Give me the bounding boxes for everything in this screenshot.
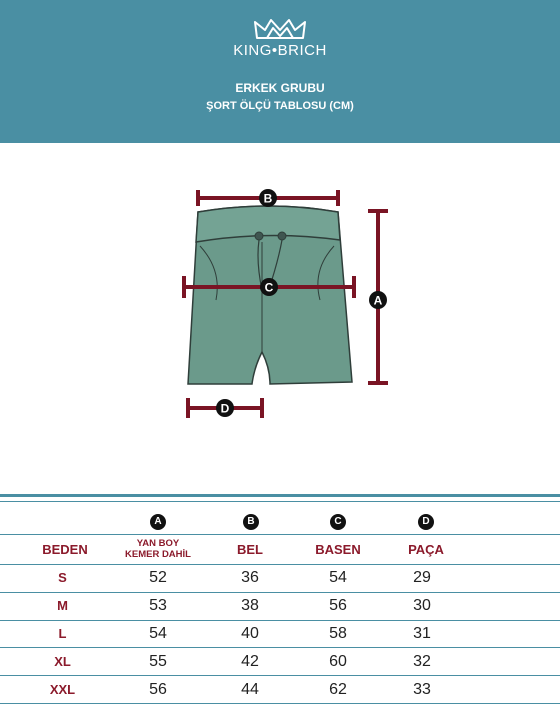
row-divider [0, 703, 560, 704]
label-c-marker [260, 278, 278, 296]
page-subtitle: ŞORT ÖLÇÜ TABLOSU (CM) [206, 100, 354, 112]
value-c: 54 [329, 569, 347, 586]
header-a-line1: YAN BOY [136, 538, 180, 549]
size-label: M [57, 598, 68, 613]
value-c: 62 [329, 681, 347, 698]
row-divider [0, 592, 560, 593]
row-divider [0, 647, 560, 648]
value-b: 42 [241, 653, 259, 670]
header-divider [0, 534, 560, 535]
column-d-badge: D [418, 514, 434, 530]
header-c: BASEN [315, 542, 361, 557]
value-b: 40 [241, 625, 259, 642]
value-a: 56 [149, 681, 167, 698]
header-b: BEL [237, 542, 263, 557]
value-b: 36 [241, 569, 259, 586]
value-d: 33 [413, 681, 431, 698]
value-c: 56 [329, 597, 347, 614]
label-a-marker [369, 291, 387, 309]
size-label: L [58, 626, 67, 641]
svg-text:B: B [263, 191, 273, 206]
value-d: 32 [413, 653, 431, 670]
size-label: S [58, 570, 67, 585]
value-d: 29 [413, 569, 431, 586]
value-b: 44 [241, 681, 259, 698]
row-divider [0, 620, 560, 621]
value-b: 38 [241, 597, 259, 614]
column-c-badge: C [330, 514, 346, 530]
label-b-marker [259, 189, 277, 207]
value-a: 53 [149, 597, 167, 614]
label-d-marker [216, 399, 234, 417]
table-top-divider-thin [0, 501, 560, 502]
row-divider [0, 564, 560, 565]
row-divider [0, 675, 560, 676]
column-b-badge: B [243, 514, 259, 530]
svg-text:C: C [264, 280, 274, 295]
value-d: 30 [413, 597, 431, 614]
header-size: BEDEN [42, 542, 88, 557]
header-d: PAÇA [408, 542, 444, 557]
brand-logo-text: KING•BRICH [233, 42, 327, 59]
value-a: 52 [149, 569, 167, 586]
value-d: 31 [413, 625, 431, 642]
svg-text:A: A [373, 293, 383, 308]
table-top-divider [0, 494, 560, 497]
size-label: XL [54, 654, 71, 669]
value-c: 60 [329, 653, 347, 670]
page-title: ERKEK GRUBU [235, 81, 325, 95]
svg-text:D: D [220, 401, 230, 416]
value-a: 54 [149, 625, 167, 642]
value-a: 55 [149, 653, 167, 670]
header-a-line2: KEMER DAHİL [125, 549, 191, 560]
size-label: XXL [49, 682, 76, 697]
column-a-badge: A [150, 514, 166, 530]
value-c: 58 [329, 625, 347, 642]
